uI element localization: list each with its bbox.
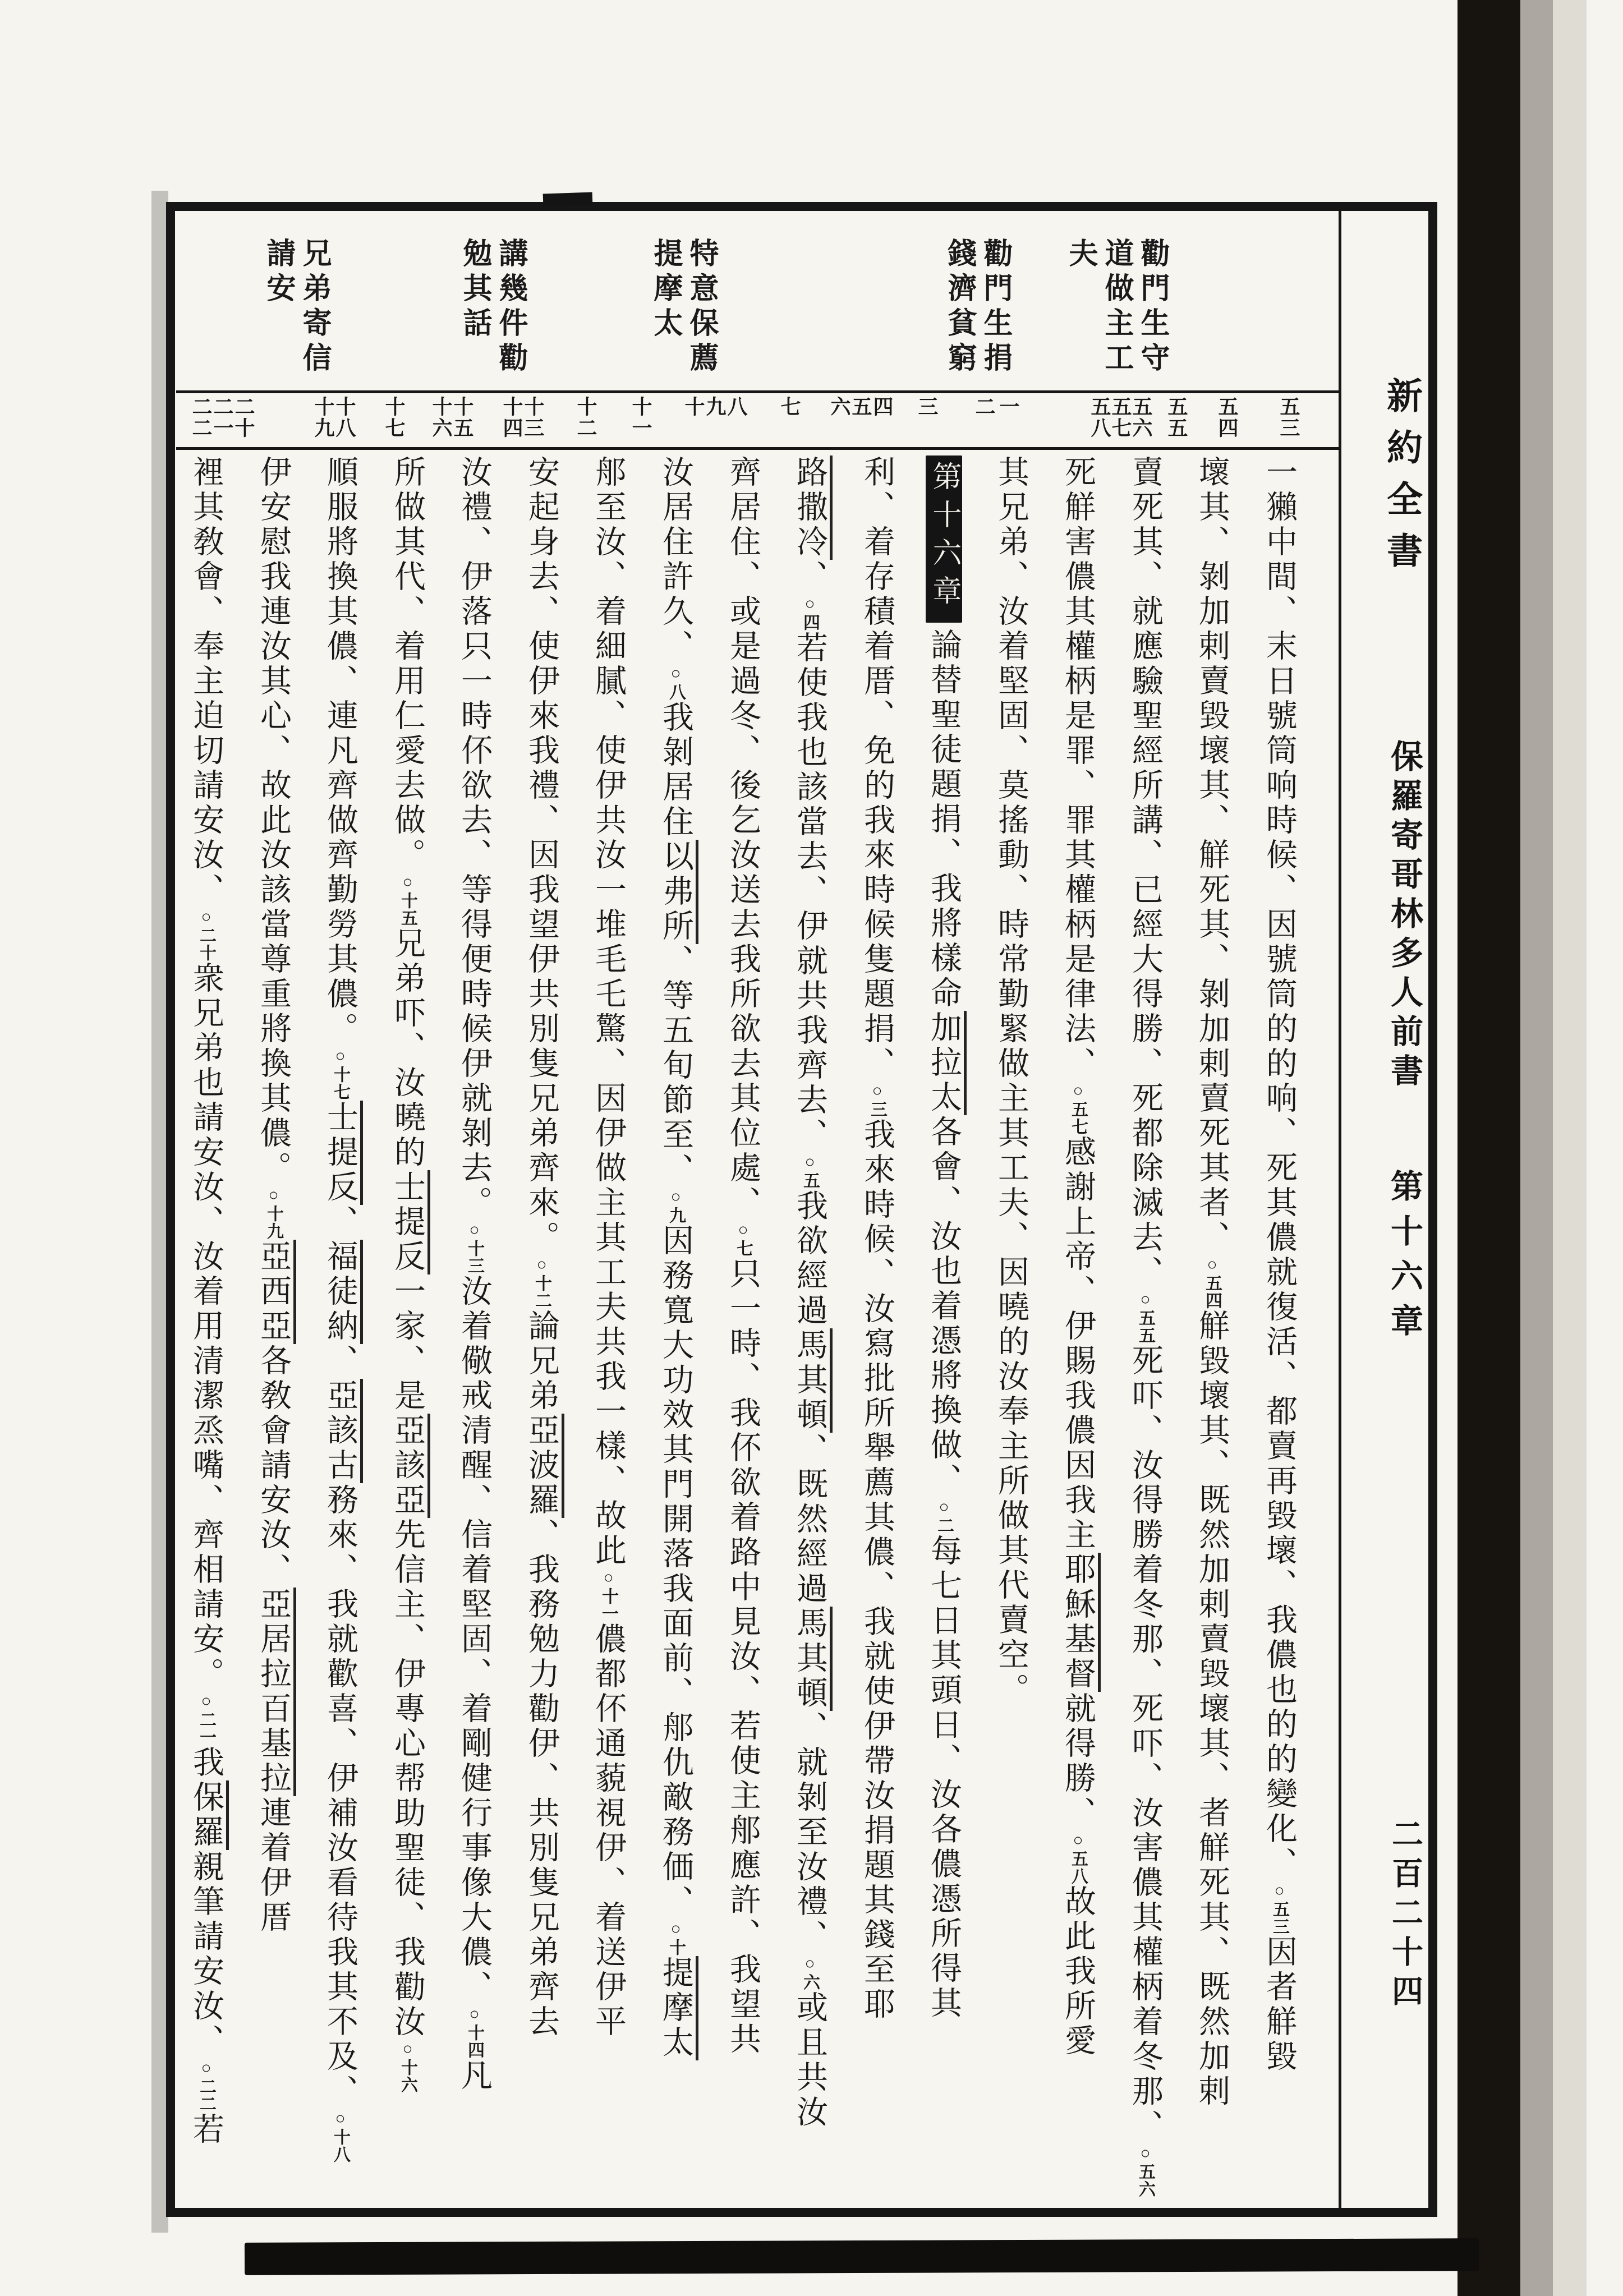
- verse-number: 五: [849, 396, 872, 417]
- proper-noun: 百基拉: [256, 1692, 296, 1796]
- scripture-text: 、: [323, 1205, 357, 1240]
- proper-noun: 亞居拉: [256, 1588, 296, 1692]
- text-column: [380, 455, 434, 2212]
- header-note: 請安: [262, 238, 294, 307]
- header-note: 勸門生守: [1136, 238, 1168, 377]
- proper-noun: 士提反: [323, 1101, 363, 1205]
- verse-marker: ○十五: [398, 873, 417, 927]
- proper-noun: 亞該亞: [390, 1414, 430, 1518]
- verse-number: 十一: [629, 396, 652, 439]
- proper-noun: 保羅: [188, 1780, 229, 1850]
- text-column: [581, 455, 635, 2212]
- scripture-text: 兄弟吓、汝曉的: [390, 927, 425, 1170]
- scripture-text: 論替聖徒題捐、我將樣命: [926, 628, 961, 1011]
- verse-number: 二二: [190, 396, 212, 439]
- verse-number: 五七: [1109, 396, 1132, 439]
- masthead-book: 新約全書: [1382, 377, 1422, 583]
- verse-marker: ○六: [801, 1954, 819, 1991]
- scripture-text: 、既然經過: [792, 1433, 827, 1607]
- scripture-text: 各會、汝也着憑將換做、: [926, 1115, 961, 1498]
- scan-gutter-shadow: [1520, 0, 1553, 2296]
- text-column: [917, 455, 971, 2212]
- header-note: 兄弟寄信: [298, 238, 330, 377]
- scripture-text: 汝禮、伊落只一時伓欲去、等得便時候伊就剝去。: [457, 455, 491, 1221]
- verse-marker: ○八: [666, 664, 685, 701]
- scripture-text: 衆兄弟也請安汝、汝着用清潔烝嘴、齊相請安。: [188, 961, 223, 1692]
- scripture-text: 、我務勉力勸伊、共別隻兄弟齊去: [524, 1518, 559, 2040]
- verse-marker: ○五八: [1069, 1831, 1087, 1885]
- proper-noun: 耶穌基督: [1060, 1553, 1101, 1692]
- verse-number: 三: [916, 396, 938, 417]
- verse-number: 二: [973, 396, 995, 417]
- text-column: [447, 455, 501, 2212]
- verse-number: 十二: [574, 396, 597, 439]
- verse-marker: ○十三: [465, 1221, 484, 1274]
- scripture-text: 、就剝至汝禮、: [792, 1711, 827, 1954]
- verse-number: 五四: [1216, 396, 1238, 439]
- text-column: [179, 455, 233, 2212]
- scripture-text: 、: [792, 560, 827, 595]
- scripture-text: 我剝居住: [658, 701, 693, 840]
- scripture-text: 只一時、我伓欲着路中見汝、若使主郍應許、我望共: [725, 1257, 760, 2057]
- verse-number: 五五: [1165, 396, 1188, 439]
- scripture-text: 、: [323, 1344, 357, 1379]
- scan-bottom-bar: [245, 2238, 1479, 2275]
- text-column: [649, 455, 702, 2212]
- proper-noun: 亞波羅: [524, 1414, 564, 1518]
- header-note: 講幾件勸: [494, 238, 526, 377]
- scripture-text: 每七日其頭日、汝各儂憑所得其: [926, 1534, 961, 2021]
- scripture-text: 死吓、汝得勝着冬那、死吓、汝害儂其權柄着冬那、: [1128, 1344, 1162, 2144]
- verse-marker: ○五四: [1203, 1255, 1221, 1309]
- header-note: 特意保薦: [685, 238, 717, 377]
- verse-marker: ○九: [666, 1188, 685, 1224]
- verse-number: 四: [871, 396, 893, 417]
- verse-marker: ○四: [801, 595, 819, 631]
- text-column: [1051, 455, 1105, 2212]
- scripture-text: 所做其代、着用仁愛去做。: [390, 455, 425, 873]
- verse-number: 十三: [522, 396, 544, 439]
- header-note: 勉其話: [458, 238, 490, 342]
- scripture-text: 安起身去、使伊來我禮、因我望伊共別隻兄弟齊來。: [524, 455, 559, 1255]
- scripture-text: 務來、我就歡喜、伊補汝看待我其不及、: [323, 1483, 357, 2109]
- verse-marker: ○二十: [197, 908, 215, 961]
- running-title: 保羅寄哥林多人前書: [1386, 739, 1422, 1093]
- verse-marker: ○十七: [331, 1047, 350, 1101]
- text-column: [246, 455, 300, 2212]
- scripture-text: 我: [188, 1746, 223, 1780]
- scripture-text: 賣死其、就應驗聖經所講、已經大得勝、死都除滅去、: [1128, 455, 1162, 1290]
- scripture-text: 各敎會請安汝、: [256, 1344, 291, 1588]
- proper-noun: 亞西亞: [256, 1240, 296, 1344]
- scripture-text: 親筆請安汝、: [188, 1850, 223, 2059]
- scripture-text: 感謝上帝、伊賜我儂因我主: [1060, 1135, 1095, 1553]
- scripture-text: 連着伊厝: [256, 1796, 291, 1935]
- proper-noun: 路撒冷: [792, 455, 833, 560]
- proper-noun: 加拉太: [926, 1011, 967, 1115]
- verse-number: 五六: [1130, 396, 1152, 439]
- scripture-text: 汝着儆戒清醒、信着堅固、着剛健行事像大儂、: [457, 1274, 491, 2005]
- scripture-text: 齊居住、或是過冬、後乞汝送去我所欲去其位處、: [725, 455, 760, 1221]
- scripture-text: 裡其敎會、奉主迫切請安汝、: [188, 455, 223, 908]
- scripture-text: 若使我也該當去、伊就共我齊去、: [792, 631, 827, 1153]
- verse-number: 二十: [232, 396, 255, 439]
- scripture-text: 其兄弟、汝着堅固、莫搖動、時常勤緊做主其工夫、因曉的汝奉主所做其代賣空。: [994, 455, 1028, 1708]
- verse-number: 十五: [451, 396, 473, 439]
- verse-marker: ○十八: [331, 2109, 350, 2163]
- verse-marker: ○五: [801, 1153, 819, 1189]
- chapter-label: 第十六章: [1386, 1169, 1422, 1349]
- scripture-text: 若: [188, 2113, 223, 2147]
- verse-marker: ○五五: [1136, 1290, 1155, 1344]
- scripture-text: 死觧害儂其權柄是罪、罪其權柄是律法、: [1060, 455, 1095, 1082]
- verse-marker: ○七: [734, 1221, 752, 1257]
- proper-noun: 馬其頓: [792, 1328, 833, 1433]
- proper-noun: 福徒納: [323, 1240, 363, 1344]
- verse-number: 八: [725, 396, 747, 417]
- verse-marker: ○三: [868, 1082, 886, 1118]
- verse-number: 五三: [1277, 396, 1300, 439]
- verse-marker: ○二: [935, 1498, 953, 1534]
- scripture-text: 因者觧毀: [1262, 1935, 1296, 2074]
- scripture-text: 故此我所愛: [1060, 1885, 1095, 2059]
- verse-marker: ○十: [666, 1920, 685, 1956]
- text-column: [716, 455, 770, 2212]
- scripture-text: 就得勝、: [1060, 1692, 1095, 1831]
- header-note: 夫: [1064, 238, 1096, 273]
- verse-marker: ○二一: [197, 1692, 215, 1746]
- scripture-text: 壞其、剝加剌賣毀壞其、觧死其、剝加剌賣死其者、: [1194, 455, 1229, 1255]
- chapter-heading: 第十六章: [926, 455, 962, 623]
- verse-number: 九: [704, 396, 726, 417]
- verse-marker: ○十九: [264, 1186, 283, 1240]
- verse-number: 七: [778, 396, 801, 417]
- scripture-text: 觧毀壞其、既然加剌賣毀壞其、者觧死其、既然加剌: [1194, 1309, 1229, 2109]
- verse-number: 六: [828, 396, 850, 417]
- text-column: [783, 455, 836, 2212]
- scripture-text: 儂都伓通藐視伊、着送伊平: [591, 1622, 626, 2040]
- text-column: [1252, 455, 1306, 2212]
- verse-number: 十六: [430, 396, 452, 439]
- verse-number: 十九: [312, 396, 334, 439]
- scripture-text: 、等五旬節至、: [658, 944, 693, 1188]
- scripture-text: 我來時候、汝寫批所舉薦其儂、我就使伊帶汝捐題其錢至耶: [859, 1118, 894, 2022]
- title-column-divider: [1339, 211, 1341, 2211]
- proper-noun: 馬其頓: [792, 1607, 833, 1711]
- header-note: 道做主工: [1100, 238, 1132, 377]
- header-note: 勸門生捐: [979, 238, 1011, 377]
- scripture-text: 或且共汝: [792, 1991, 827, 2130]
- text-column: [1185, 455, 1239, 2212]
- header-divider-rule: [176, 390, 1339, 393]
- verse-marker: ○十四: [465, 2005, 484, 2059]
- verse-number: 十四: [500, 396, 523, 439]
- verse-marker: ○五六: [1136, 2144, 1155, 2198]
- scripture-text: 郍至汝、着細膩、使伊共汝一堆毛乇驚、因伊做主其工夫共我一樣、故此: [591, 455, 626, 1568]
- scripture-text: 順服將換其儂、連凡齊做齊勤勞其儂。: [323, 455, 357, 1047]
- verse-number-divider-rule: [176, 447, 1339, 450]
- proper-noun: 以弗所: [658, 840, 698, 944]
- verse-marker: ○十一: [599, 1568, 618, 1622]
- verse-number: 二一: [211, 396, 233, 439]
- text-column: [984, 455, 1038, 2212]
- verse-marker: ○二二: [197, 2059, 215, 2113]
- text-column: [850, 455, 904, 2212]
- scripture-text: 一獺中間、末日號筒响時候、因號筒的的响、死其儂就復活、都賣再毀壞、我儂也的的變化、: [1262, 455, 1296, 1881]
- verse-number: 五八: [1088, 396, 1111, 439]
- scripture-text: 利、着存積着厝、免的我來時候隻題捐、: [859, 455, 894, 1082]
- verse-marker: ○十二: [532, 1255, 551, 1309]
- text-column: [313, 455, 367, 2212]
- scripture-text: 因務寬大功效其門開落我面前、郍仇敵務価、: [658, 1224, 693, 1920]
- scripture-text: 伊安慰我連汝其心、故此汝該當尊重將換其儂。: [256, 455, 291, 1186]
- scripture-text: 論兄弟: [524, 1309, 559, 1414]
- header-note: 錢濟貧窮: [943, 238, 975, 377]
- scripture-text: 先信主、伊專心帮助聖徒、我勸汝: [390, 1518, 425, 2040]
- proper-noun: 士提反: [390, 1170, 430, 1274]
- text-column: [514, 455, 568, 2212]
- scripture-text: 我欲經過: [792, 1189, 827, 1328]
- verse-marker: ○十六: [398, 2040, 417, 2093]
- scripture-text: 汝居住許久、: [658, 455, 693, 664]
- proper-noun: 提摩太: [658, 1956, 698, 2060]
- scan-ink-blob: [543, 192, 593, 206]
- proper-noun: 亞該古: [323, 1379, 363, 1483]
- verse-number: 十七: [383, 396, 405, 439]
- scripture-text: 凡: [457, 2059, 491, 2093]
- header-note: 提摩太: [649, 238, 681, 342]
- verse-number: 一: [997, 396, 1019, 417]
- verse-number: 十八: [333, 396, 356, 439]
- scripture-text: 一家、是: [390, 1274, 425, 1414]
- verse-number: 十: [682, 396, 705, 417]
- page-number: 二百二十四: [1387, 1818, 1422, 2014]
- scan-gutter-band: [1458, 0, 1520, 2296]
- scan-gutter-edge: [1553, 0, 1587, 2296]
- text-column: [1118, 455, 1172, 2212]
- verse-marker: ○五七: [1069, 1082, 1087, 1135]
- verse-marker: ○五三: [1270, 1881, 1289, 1935]
